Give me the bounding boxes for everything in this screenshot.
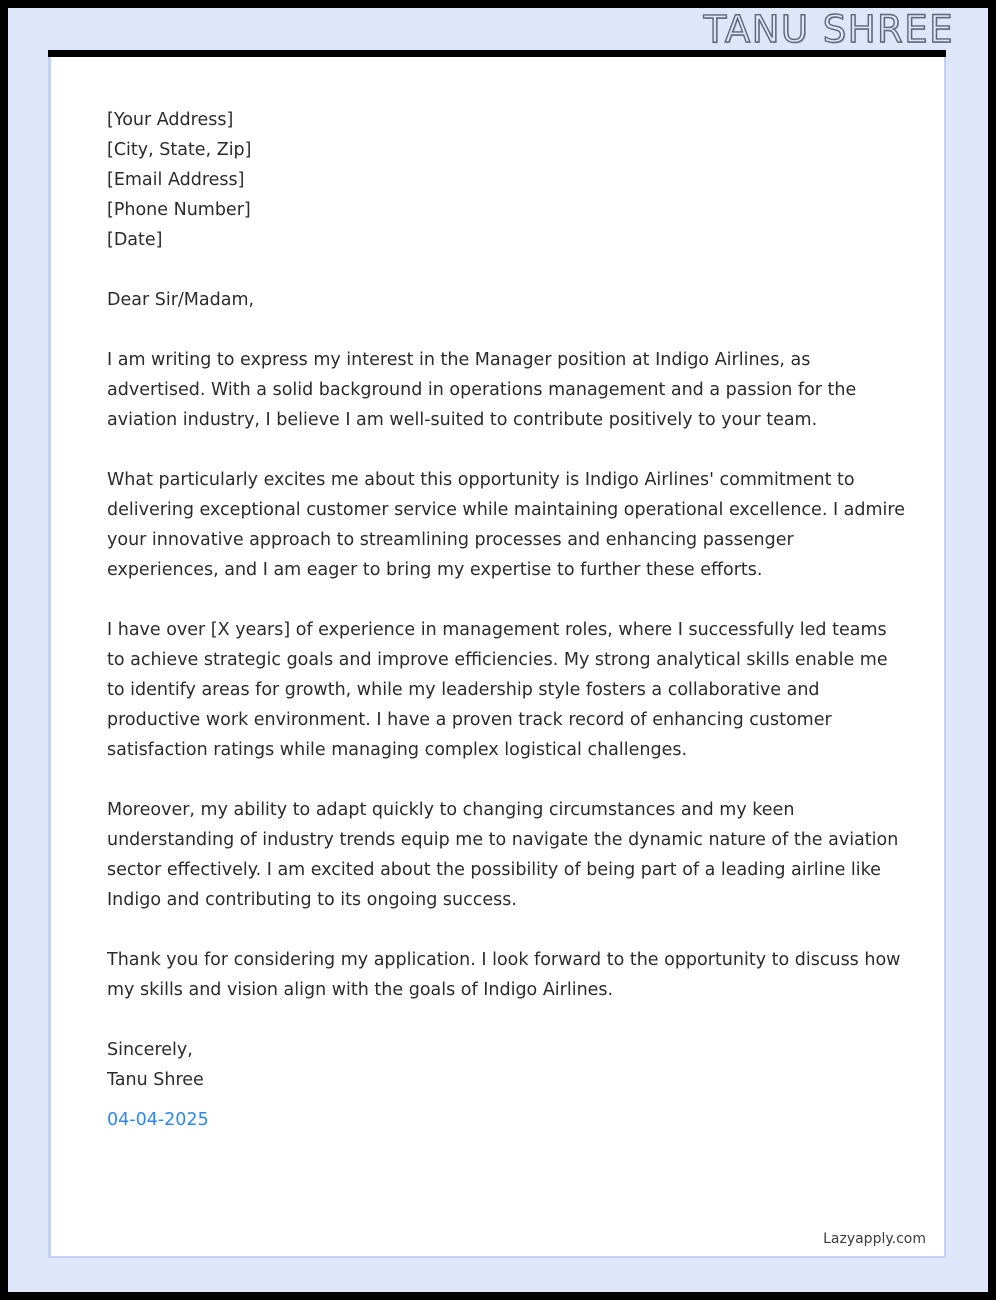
- letter-paragraph-3: I have over [X years] of experience in management roles, where I successfully led teams to achieve strategic goals and improve efficiencies. My strong analytical skills enable me to identify areas for growth, while my leadership style fosters a collaborative and productive work environment. I have a proven track record of enhancing customer satisfaction ratings while managing complex logistical challenges.: [107, 620, 888, 760]
- signature-name: Tanu Shree: [107, 1070, 204, 1090]
- letter-date[interactable]: 04-04-2025: [107, 1110, 209, 1130]
- letter-sheet: [48, 57, 946, 1258]
- letter-canvas: [8, 8, 988, 1292]
- footer-watermark: Lazyapply.com: [823, 1231, 926, 1247]
- letter-paragraph-2: What particularly excites me about this opportunity is Indigo Airlines' commitment to delivering exceptional customer service while maintaining operational excellence. I admire your innovative approach to streamlining processes and enhancing passenger experiences, and I am eager to bring my expertise to further these efforts.: [107, 470, 905, 580]
- letter-paragraph-1: I am writing to express my interest in the Manager position at Indigo Airlines, as advertised. With a solid background in operations management and a passion for the aviation industry, I believe I am well-suited to contribute positively to your team.: [107, 350, 857, 430]
- letter-paragraph-5: Thank you for considering my application. I look forward to the opportunity to discuss how my skills and vision align with the goals of Indigo Airlines.: [107, 950, 901, 1000]
- address-line-date[interactable]: [Date]: [107, 230, 163, 250]
- address-line-phone[interactable]: [Phone Number]: [107, 200, 251, 220]
- address-line-email[interactable]: [Email Address]: [107, 170, 245, 190]
- address-line-city-state-zip[interactable]: [City, State, Zip]: [107, 140, 252, 160]
- sender-address-block: [107, 105, 907, 255]
- applicant-name: TANU SHREE: [703, 8, 954, 51]
- valediction: Sincerely,: [107, 1040, 193, 1060]
- letter-body: [107, 105, 907, 1135]
- address-line-street[interactable]: [Your Address]: [107, 110, 234, 130]
- closing-block: [107, 1035, 907, 1095]
- header-divider-rule: [48, 50, 946, 57]
- salutation: Dear Sir/Madam,: [107, 290, 255, 310]
- letter-paragraph-4: Moreover, my ability to adapt quickly to changing circumstances and my keen understanding of industry trends equip me to navigate the dynamic nature of the aviation sector effectively. I am excited about the possibility of being part of a leading airline like Indigo and contributing to its ongoing success.: [107, 800, 899, 910]
- letterhead-band: [8, 8, 988, 50]
